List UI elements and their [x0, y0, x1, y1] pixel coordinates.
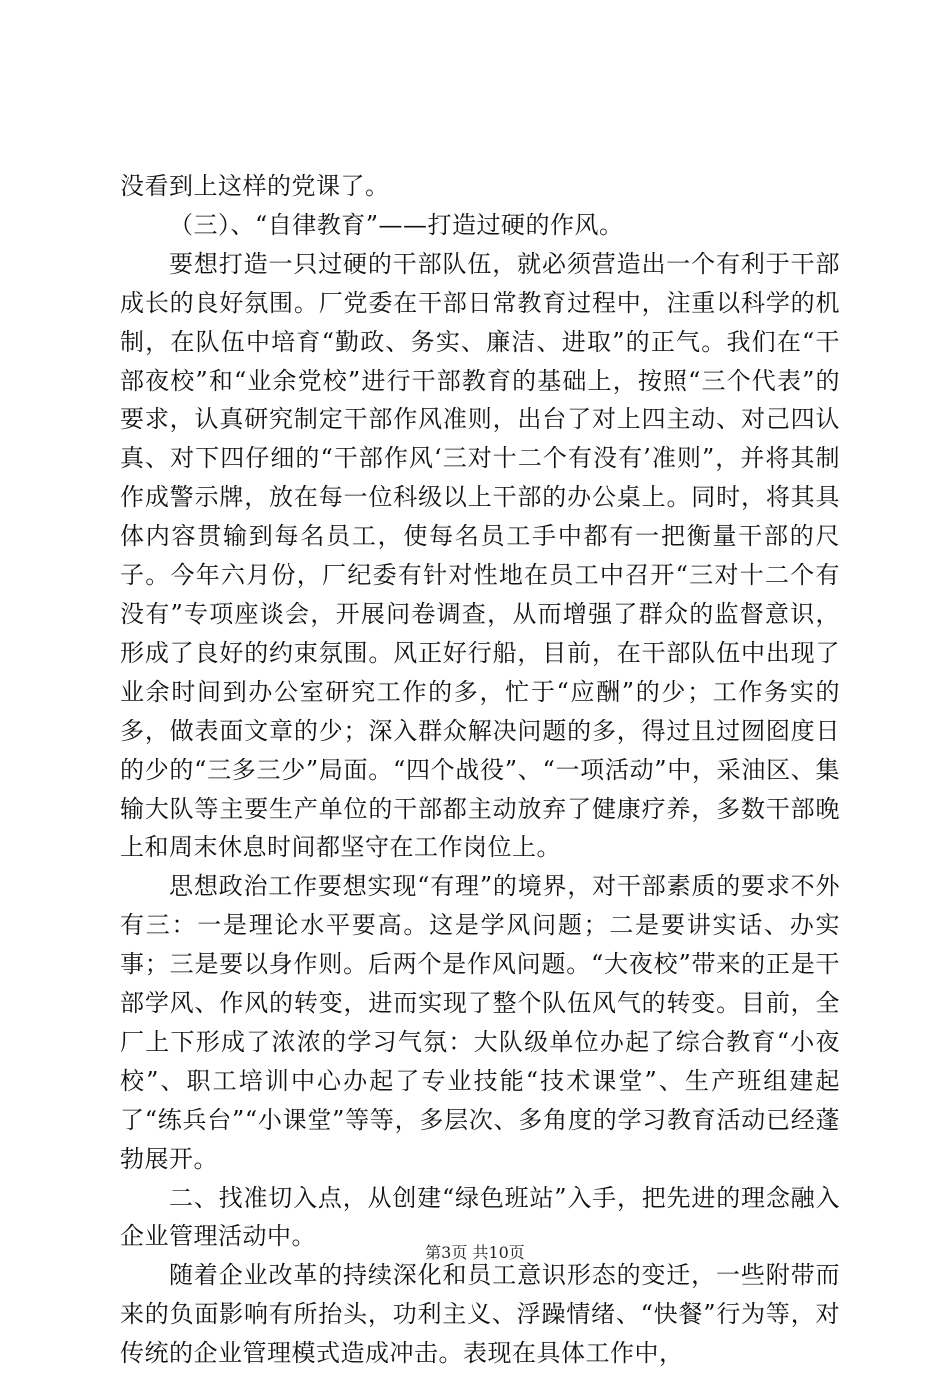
paragraph: 要想打造一只过硬的干部队伍，就必须营造出一个有利于干部成长的良好氛围。厂党委在干部日常教育过程中，注重以科学的机制，在队伍中培育“勤政、务实、廉洁、进取”的正气。我们在“干部夜校”和“业余党校”进行干部教育的基础上，按照“三个代表”的要求，认真研究制定干部作风准则，出台了对上四主动、对己四认真、对下四仔细的“干部作风‘三对十二个有没有’准则”，并将其制作成警示牌，放在每一位科级以上干部的办公桌上。同时，将其具体内容贯输到每名员工，使每名员工手中都有一把衡量干部的尺子。今年六月份，厂纪委有针对性地在员工中召开“三对十二个有没有”专项座谈会，开展问卷调查，从而增强了群众的监督意识，形成了良好的约束氛围。风正好行船，目前，在干部队伍中出现了业余时间到办公室研究工作的多，忙于“应酬”的少；工作务实的多，做表面文章的少；深入群众解决问题的多，得过且过囫囵度日的少的“三多三少”局面。“四个战役”、“一项活动”中，采油区、集输大队等主要生产单位的干部都主动放弃了健康疗养，多数干部晚上和周末休息时间都坚守在工作岗位上。: [120, 249, 840, 862]
section-heading: 二、找准切入点，从创建“绿色班站”入手，把先进的理念融入企业管理活动中。: [120, 1183, 840, 1251]
section-heading: （三）、“自律教育”——打造过硬的作风。: [169, 210, 624, 239]
paragraph: 随着企业改革的持续深化和员工意识形态的变迁，一些附带而来的负面影响有所抬头，功利主义、浮躁情绪、“快餐”行为等，对传统的企业管理模式造成冲击。表现在具体工作中，: [120, 1261, 840, 1368]
paragraph: 思想政治工作要想实现“有理”的境界，对干部素质的要求不外有三：一是理论水平要高。这是学风问题；二是要讲实话、办实事；三是要以身作则。后两个是作风问题。“大夜校”带来的正是干部学风、作风的转变，进而实现了整个队伍风气的转变。目前，全厂上下形成了浓浓的学习气氛：大队级单位办起了综合教育“小夜校”、职工培训中心办起了专业技能“技术课堂”、生产班组建起了“练兵台”“小课堂”等等，多层次、多角度的学习教育活动已经蓬勃展开。: [120, 872, 840, 1173]
page-number: 第3页 共10页: [425, 1243, 525, 1262]
paragraph: 没看到上这样的党课了。: [120, 172, 390, 200]
document-body: [120, 167, 840, 1373]
